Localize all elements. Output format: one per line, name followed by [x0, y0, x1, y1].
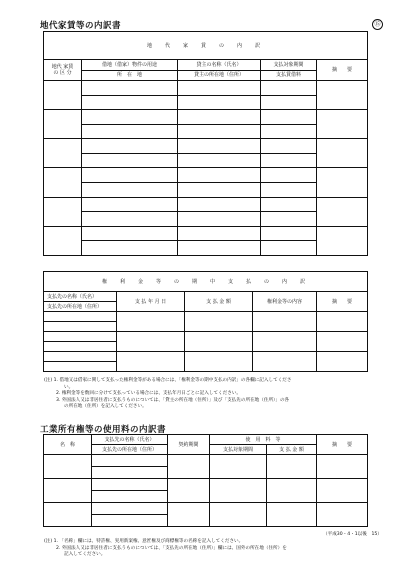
entry-cell[interactable] [261, 124, 317, 139]
col-bukken-bottom: 所 在 地 [82, 70, 178, 80]
entry-cell[interactable] [82, 95, 178, 110]
entry-cell[interactable] [317, 197, 368, 226]
entry-cell[interactable] [44, 342, 117, 352]
entry-cell[interactable] [178, 80, 261, 95]
entry-cell[interactable] [44, 168, 82, 197]
entry-cell[interactable] [253, 352, 317, 372]
note-line: 記入してください。 [64, 552, 106, 557]
col-meisho: 名 称 [44, 435, 92, 455]
entry-cell[interactable] [178, 139, 261, 154]
entry-cell[interactable] [92, 491, 168, 503]
col-royalty: 使 用 料 等 [210, 435, 317, 445]
col-kikan-bottom: 支払賃借料 [261, 70, 317, 80]
entry-cell[interactable] [267, 479, 317, 503]
entry-cell[interactable] [261, 197, 317, 212]
entry-cell[interactable] [317, 312, 368, 332]
entry-cell[interactable] [82, 182, 178, 197]
entry-cell[interactable] [178, 124, 261, 139]
entry-cell[interactable] [210, 455, 267, 479]
col-amount: 支 払 金 額 [267, 445, 317, 455]
entry-cell[interactable] [117, 352, 185, 372]
entry-cell[interactable] [178, 197, 261, 212]
entry-cell[interactable] [168, 479, 210, 503]
entry-cell[interactable] [253, 312, 317, 332]
entry-cell[interactable] [92, 467, 168, 479]
col-payee-bottom: 支払先の所在地（住所） [92, 445, 168, 455]
col-tekiyo: 摘 要 [317, 292, 368, 312]
col-kashi-top: 貸主の名称（氏名） [178, 60, 261, 70]
entry-cell[interactable] [82, 153, 178, 168]
entry-cell[interactable] [44, 312, 117, 322]
entry-cell[interactable] [317, 332, 368, 352]
entry-cell[interactable] [117, 312, 185, 332]
entry-cell[interactable] [44, 80, 82, 109]
section-title: 工業所有権等の使用料の内訳書 [40, 425, 167, 435]
col-tekiyo: 摘 要 [317, 60, 368, 81]
col-kikan-top: 支払対象期間 [261, 60, 317, 70]
entry-cell[interactable] [44, 322, 117, 332]
col-pay-date: 支 払 年 月 日 [117, 292, 185, 312]
entry-cell[interactable] [317, 110, 368, 139]
entry-cell[interactable] [185, 352, 253, 372]
entry-cell[interactable] [261, 110, 317, 125]
col-tekiyo: 摘 要 [317, 435, 368, 455]
note-line: (注) 1. 「名称」欄には、特許権、実用新案権、意匠権及び商標権等の名称を記入してください。 [44, 539, 244, 544]
col-period: 支払対象期間 [210, 445, 267, 455]
entry-cell[interactable] [261, 80, 317, 95]
entry-cell[interactable] [178, 168, 261, 183]
entry-cell[interactable] [44, 352, 117, 362]
entry-cell[interactable] [82, 212, 178, 227]
entry-cell[interactable] [92, 455, 168, 467]
entry-cell[interactable] [317, 80, 368, 109]
form-code: （平成30・4・1以後 15） [323, 532, 382, 537]
entry-cell[interactable] [178, 95, 261, 110]
entry-cell[interactable] [261, 182, 317, 197]
col-pay-amount: 支 払 金 額 [185, 292, 253, 312]
entry-cell[interactable] [44, 332, 117, 342]
entry-cell[interactable] [178, 241, 261, 256]
col-contract: 契約期間 [168, 435, 210, 455]
entry-cell[interactable] [44, 362, 117, 372]
col-kashi-bottom: 貸主の所在地（住所） [178, 70, 261, 80]
note-line: 3. 外国法人又は非居住者に支払うものについては、「貸主の所在地（住所）」及び「支払先の所在地（住所）」の各 [56, 397, 290, 403]
entry-cell[interactable] [317, 168, 368, 197]
royalty-table [43, 434, 368, 527]
entry-cell[interactable] [261, 212, 317, 227]
note-line: い。 [64, 384, 74, 390]
col-payee-bottom: 支払先の所在地（住所） [44, 302, 117, 312]
entry-cell[interactable] [82, 124, 178, 139]
entry-cell[interactable] [82, 139, 178, 154]
entry-cell[interactable] [261, 153, 317, 168]
col-payee-top: 支払先の名称（氏名） [92, 435, 168, 445]
entry-cell[interactable] [44, 226, 82, 255]
page-number-badge: ⑮ [372, 19, 383, 30]
entry-cell[interactable] [178, 212, 261, 227]
note-line: の所在地（住所）を記入してください。 [64, 404, 147, 409]
entry-cell[interactable] [317, 226, 368, 255]
col-kubun: 地代 家賃 の 区 分 [44, 60, 82, 81]
entry-cell[interactable] [185, 332, 253, 352]
entry-cell[interactable] [267, 503, 317, 527]
entry-cell[interactable] [317, 479, 368, 503]
entry-cell[interactable] [82, 80, 178, 95]
entry-cell[interactable] [44, 139, 82, 168]
key-money-table-header: 権 利 金 等 の 期 中 支 払 の 内 訳 [44, 272, 368, 292]
page-title: 地代家賃等の内訳書 [40, 21, 122, 31]
entry-cell[interactable] [261, 139, 317, 154]
entry-cell[interactable] [168, 455, 210, 479]
col-payee-top: 支払先の名称（氏名） [44, 292, 117, 302]
entry-cell[interactable] [92, 503, 168, 515]
entry-cell[interactable] [168, 503, 210, 527]
entry-cell[interactable] [82, 197, 178, 212]
entry-cell[interactable] [261, 168, 317, 183]
entry-cell[interactable] [253, 332, 317, 352]
entry-cell[interactable] [44, 503, 92, 527]
notes-2 [44, 539, 287, 559]
note-line: (注) 1. 借地又は借家に関して支払った権利金等がある場合には、「権利金等の期中支払の内訳」の各欄に記入してくださ [44, 378, 292, 383]
entry-cell[interactable] [261, 95, 317, 110]
entry-cell[interactable] [44, 110, 82, 139]
entry-cell[interactable] [317, 503, 368, 527]
entry-cell[interactable] [178, 153, 261, 168]
entry-cell[interactable] [82, 226, 178, 241]
entry-cell[interactable] [317, 455, 368, 479]
note-line: 2. 権利金等を数回に分けて支払っている場合には、支払年月日ごとに記入してください。 [56, 391, 242, 396]
entry-cell[interactable] [267, 455, 317, 479]
rent-table [43, 31, 368, 256]
key-money-table [43, 271, 368, 372]
entry-cell[interactable] [178, 110, 261, 125]
entry-cell[interactable] [82, 110, 178, 125]
entry-cell[interactable] [317, 139, 368, 168]
entry-cell[interactable] [82, 168, 178, 183]
entry-cell[interactable] [92, 479, 168, 491]
entry-cell[interactable] [210, 479, 267, 503]
col-bukken-top: 借地（借家）物件の用途 [82, 60, 178, 70]
rent-table-header: 地 代 家 賃 の 内 訳 [44, 32, 368, 60]
notes-1 [44, 378, 291, 411]
entry-cell[interactable] [185, 312, 253, 332]
entry-cell[interactable] [44, 479, 92, 503]
entry-cell[interactable] [44, 197, 82, 226]
entry-cell[interactable] [178, 182, 261, 197]
entry-cell[interactable] [261, 226, 317, 241]
entry-cell[interactable] [261, 241, 317, 256]
entry-cell[interactable] [210, 503, 267, 527]
entry-cell[interactable] [44, 455, 92, 479]
entry-cell[interactable] [92, 515, 168, 527]
note-line: 2. 外国法人又は非居住者に支払うものについては、「支払先の所在地（住所）」欄には、国外の所在地（住所）を [56, 545, 287, 551]
entry-cell[interactable] [317, 352, 368, 372]
col-content: 権利金等の内容 [253, 292, 317, 312]
entry-cell[interactable] [178, 226, 261, 241]
entry-cell[interactable] [82, 241, 178, 256]
entry-cell[interactable] [117, 332, 185, 352]
